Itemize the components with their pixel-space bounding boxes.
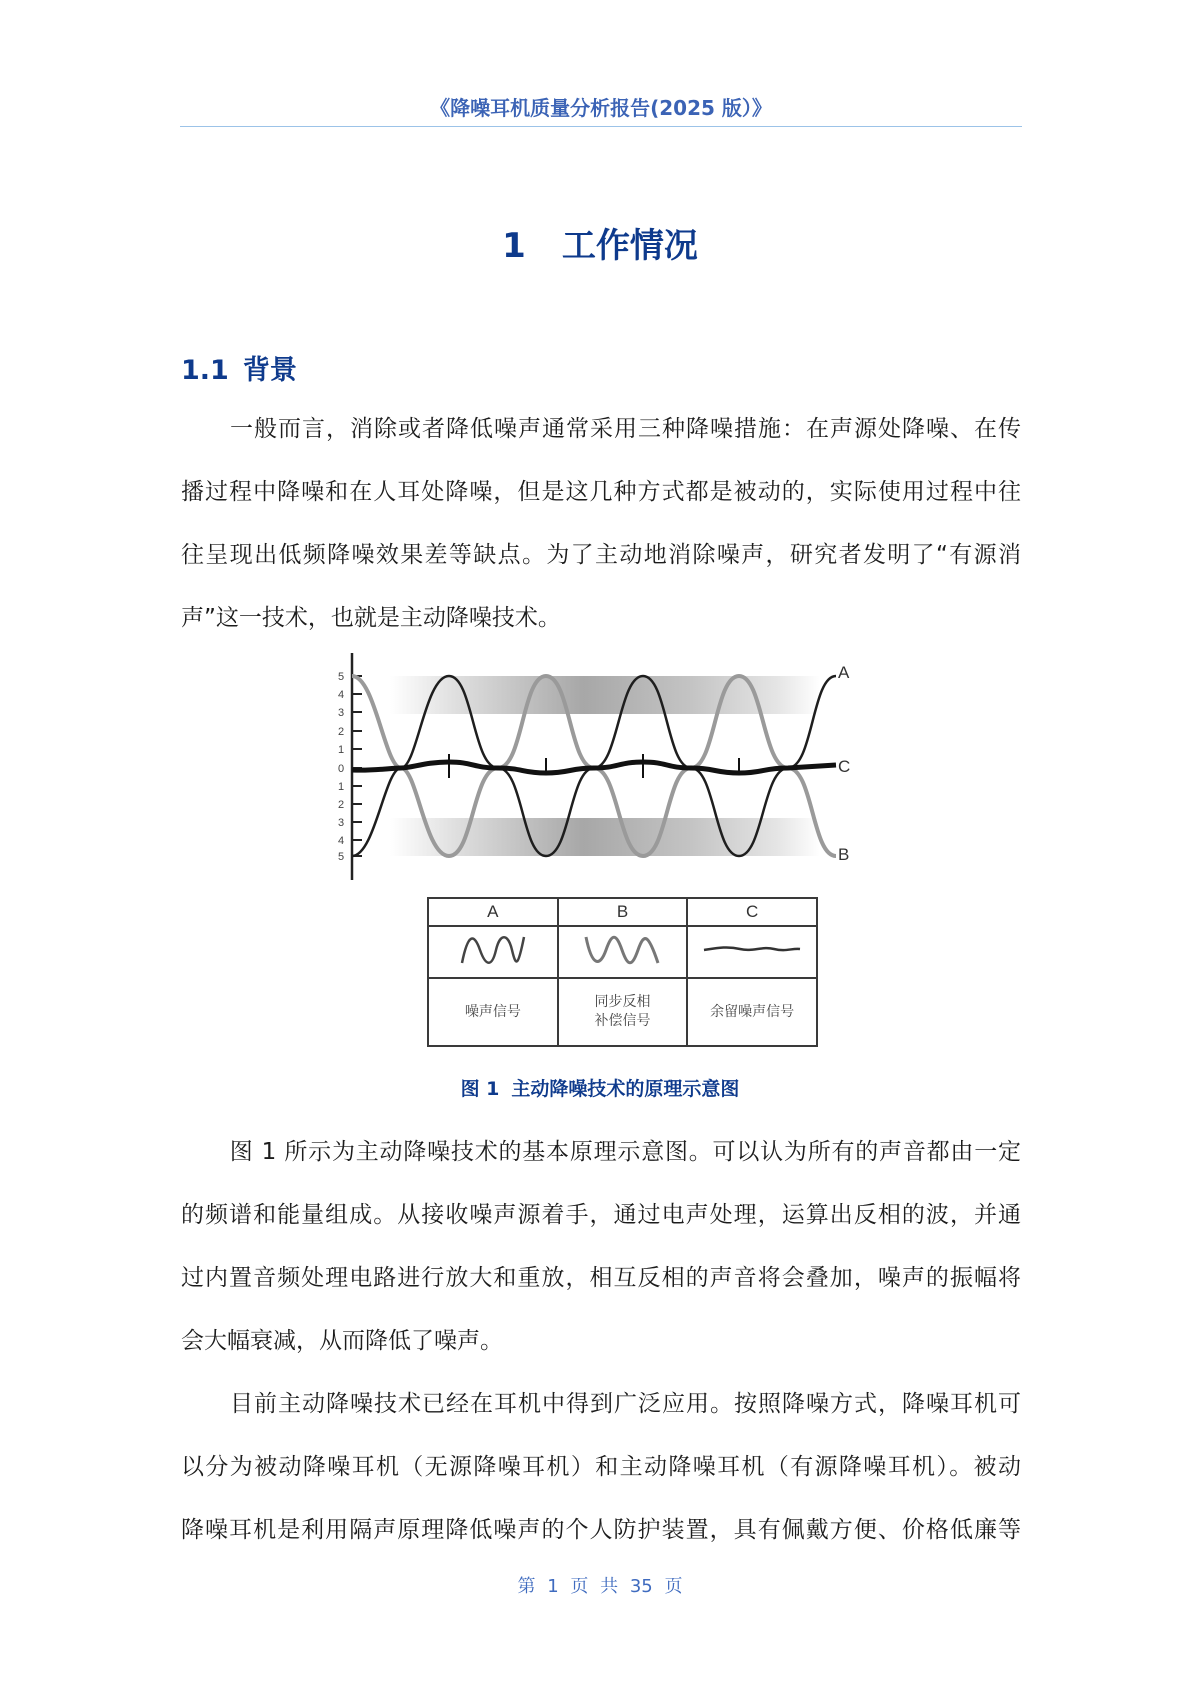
paragraph-line: 目前主动降噪技术已经在耳机中得到广泛应用。按照降噪方式，降噪耳机可 (229, 1391, 1021, 1417)
flat-wave-icon (702, 940, 802, 960)
sine-wave-icon (458, 933, 528, 967)
paragraph-1 (181, 398, 1021, 650)
legend-label-a: 噪声信号 (428, 978, 558, 1046)
section-title-text: 背景 (242, 355, 297, 386)
paragraph-line: 图 1 所示为主动降噪技术的基本原理示意图。可以认为所有的声音都由一定 (229, 1139, 1021, 1165)
figure-legend-table (427, 897, 818, 1047)
figure-caption (0, 1074, 1200, 1101)
svg-text:0: 0 (337, 763, 345, 775)
section-number: 1.1 (181, 355, 229, 386)
svg-text:A: A (838, 663, 850, 682)
svg-text:3: 3 (337, 707, 345, 719)
legend-header-b: B (558, 898, 688, 926)
legend-wave-b (558, 926, 688, 978)
section-heading (181, 348, 297, 387)
curve-c-residual (352, 762, 836, 773)
legend-label-b: 同步反相 补偿信号 (558, 978, 688, 1046)
svg-text:4: 4 (337, 835, 345, 847)
paragraph-line: 往呈现出低频降噪效果差等缺点。为了主动地消除噪声，研究者发明了“有源消 (181, 542, 1021, 568)
paragraph-line: 会大幅衰减，从而降低了噪声。 (181, 1328, 503, 1354)
legend-header-a: A (428, 898, 558, 926)
svg-text:3: 3 (337, 817, 345, 829)
paragraph-line: 声”这一技术，也就是主动降噪技术。 (181, 605, 561, 631)
svg-text:5: 5 (337, 851, 345, 863)
paragraph-line: 一般而言，消除或者降低噪声通常采用三种降噪措施：在声源处降噪、在传 (229, 416, 1021, 442)
legend-header-c: C (687, 898, 817, 926)
svg-text:5: 5 (337, 671, 345, 683)
paragraph-2 (181, 1121, 1021, 1373)
y-tick-labels (338, 671, 344, 863)
svg-text:2: 2 (337, 799, 345, 811)
legend-wave-a (428, 926, 558, 978)
header-rule (180, 126, 1022, 127)
anc-wave-diagram (330, 650, 870, 890)
running-header: 《降噪耳机质量分析报告(2025 版）》 (430, 96, 772, 120)
figure-number: 图 1 (460, 1078, 500, 1100)
svg-text:B: B (838, 845, 850, 864)
figure-caption-text: 主动降噪技术的原理示意图 (511, 1078, 740, 1100)
legend-label-c: 余留噪声信号 (687, 978, 817, 1046)
paragraph-line: 播过程中降噪和在人耳处降噪，但是这几种方式都是被动的，实际使用过程中往 (181, 479, 1021, 505)
chapter-number: 1 (502, 226, 526, 266)
paragraph-line: 以分为被动降噪耳机（无源降噪耳机）和主动降噪耳机（有源降噪耳机）。被动 (181, 1454, 1021, 1480)
legend-wave-c (687, 926, 817, 978)
chapter-title (0, 218, 1200, 267)
paragraph-line: 降噪耳机是利用隔声原理降低噪声的个人防护装置，具有佩戴方便、价格低廉等 (181, 1517, 1021, 1543)
svg-text:4: 4 (337, 689, 345, 701)
page-number-footer: 第 1 页 共 35 页 (517, 1576, 683, 1597)
inverted-sine-wave-icon (582, 933, 662, 967)
svg-text:2: 2 (337, 726, 345, 738)
paragraph-3 (181, 1373, 1021, 1562)
chapter-title-text: 工作情况 (561, 226, 698, 266)
svg-text:C: C (838, 757, 851, 776)
paragraph-line: 过内置音频处理电路进行放大和重放，相互反相的声音将会叠加，噪声的振幅将 (181, 1265, 1021, 1291)
paragraph-line: 的频谱和能量组成。从接收噪声源着手，通过电声处理，运算出反相的波，并通 (181, 1202, 1021, 1228)
svg-text:1: 1 (337, 781, 345, 793)
curve-labels (838, 663, 850, 864)
svg-text:1: 1 (337, 744, 345, 756)
